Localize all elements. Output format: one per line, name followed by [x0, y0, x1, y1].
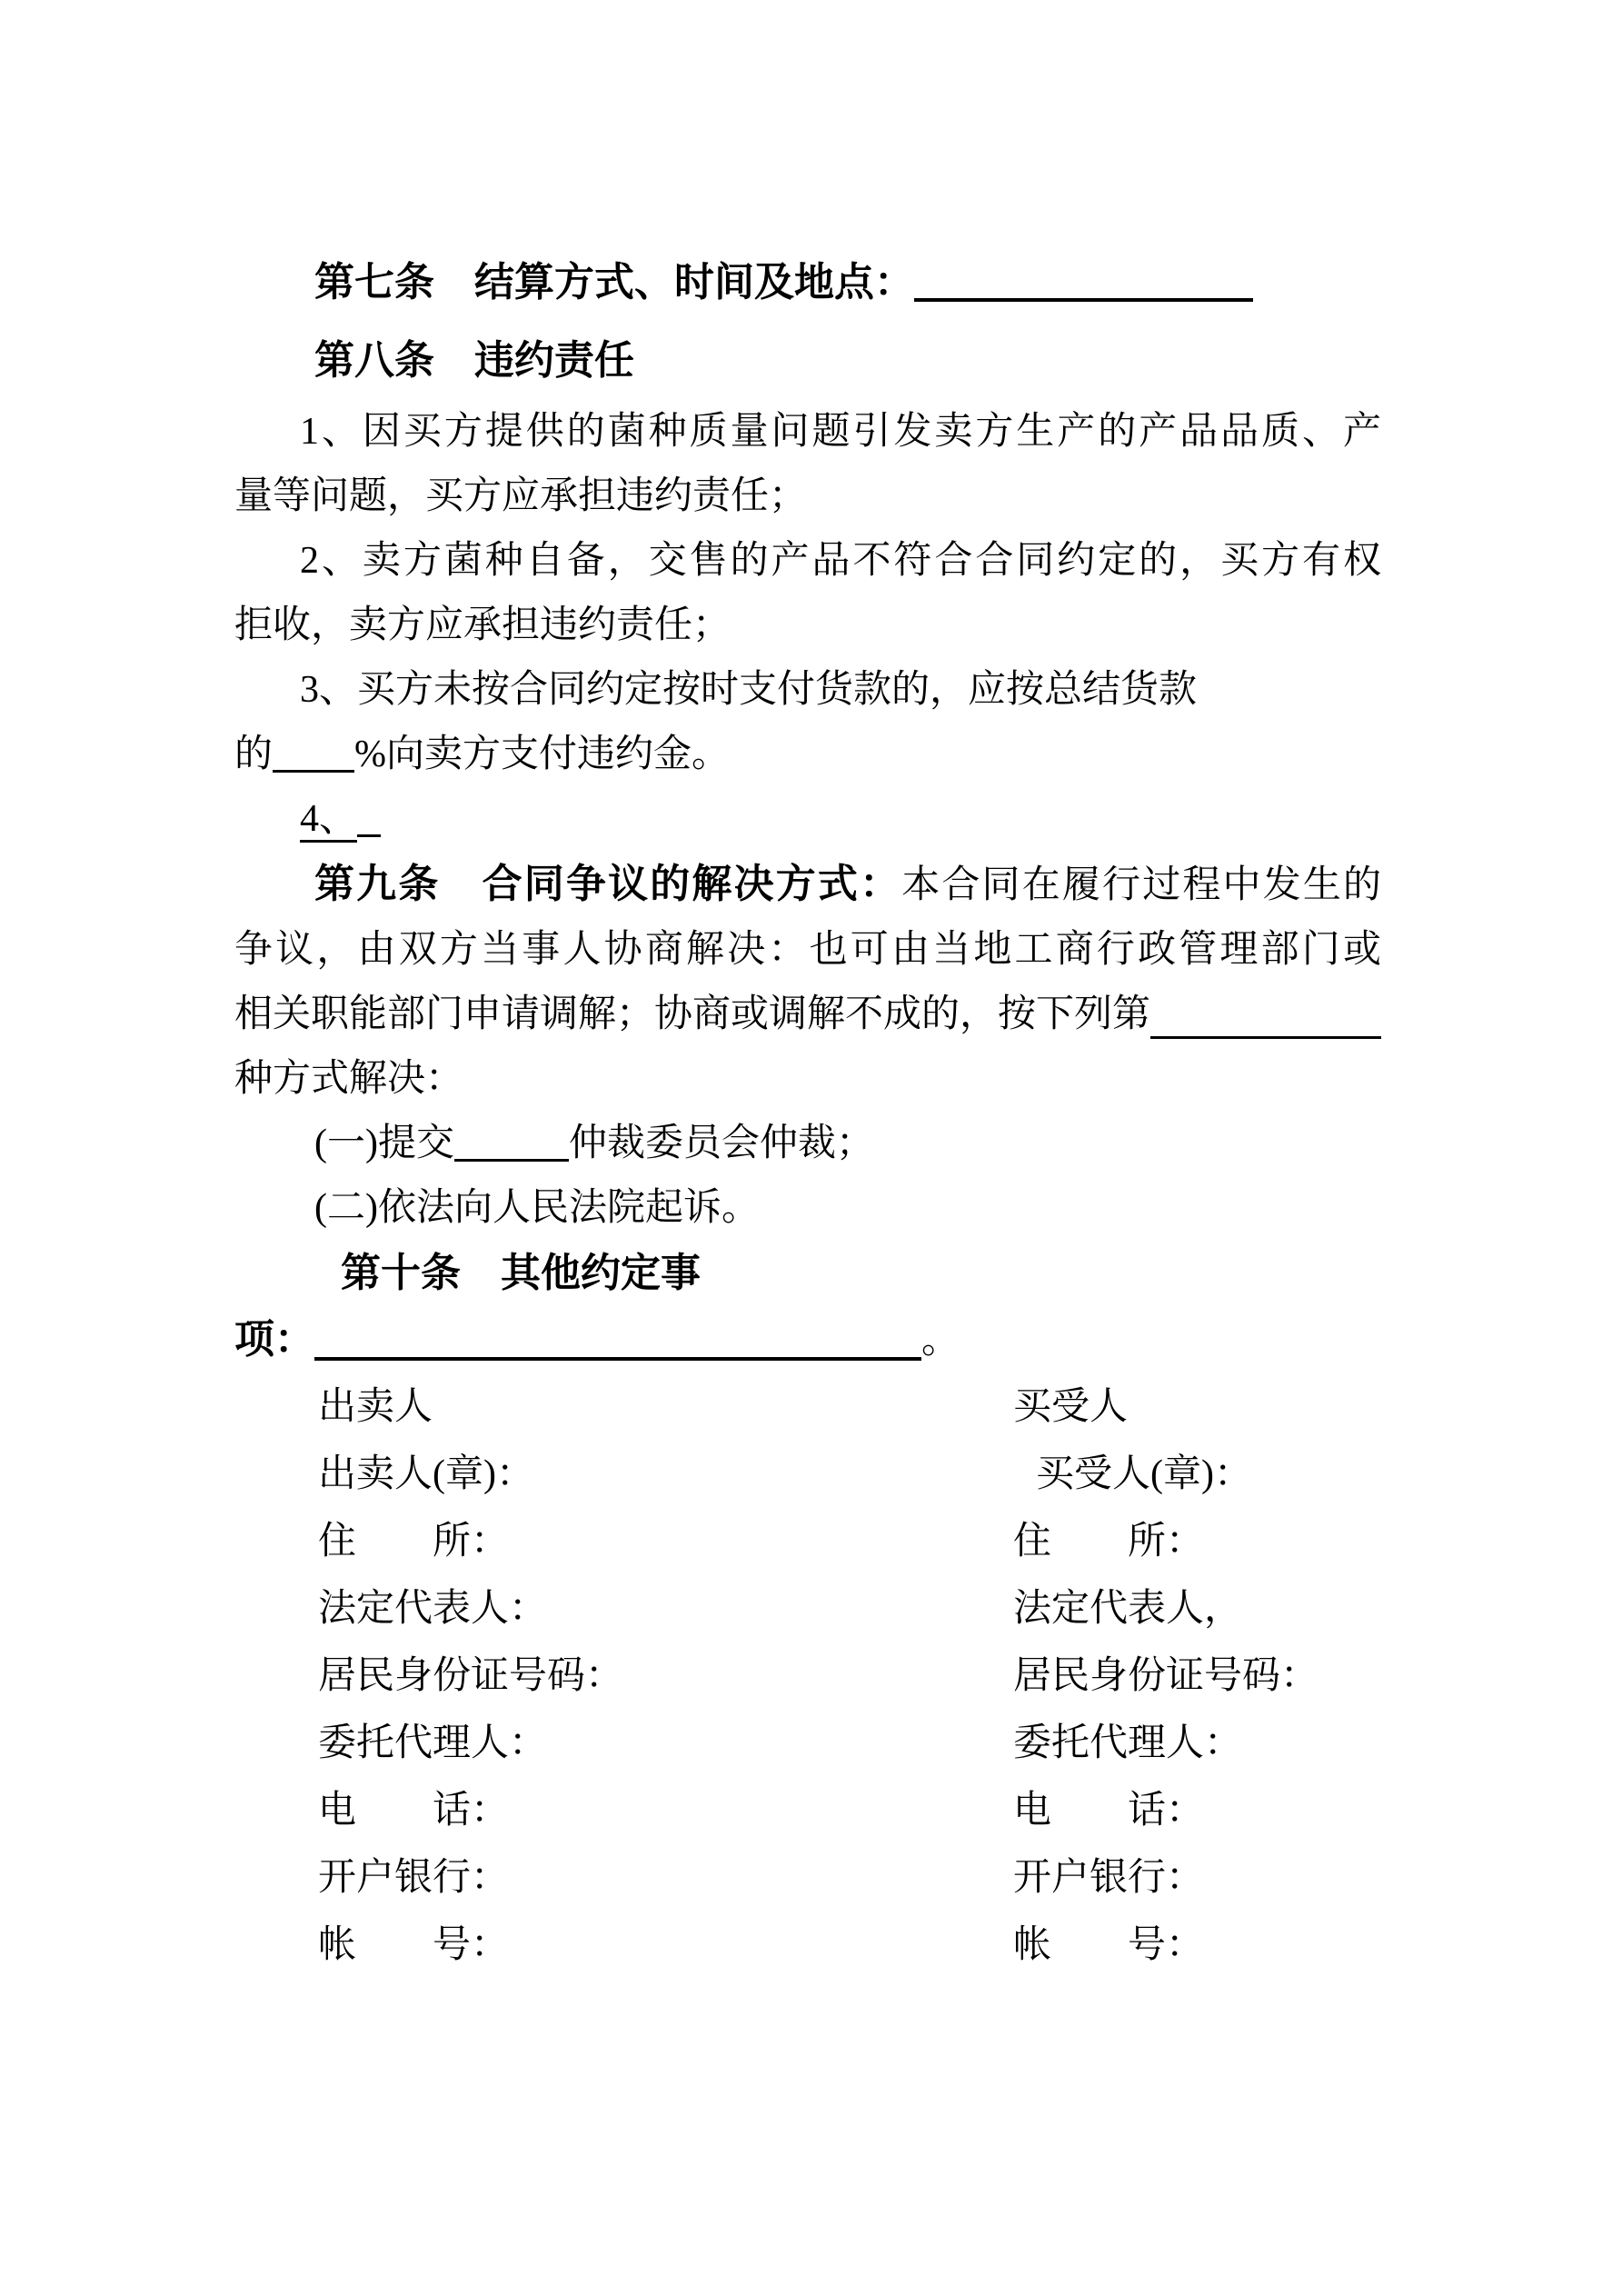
contract-content	[234, 244, 1381, 1979]
buyer-bank-label: 开户银行：	[1013, 1857, 1205, 1899]
sig-row-party	[234, 1373, 1381, 1441]
clause3-line2-prefix: 的	[234, 734, 274, 775]
article8-heading: 第八条 违约责任	[314, 338, 634, 383]
article9-option2-line: (二)依法向人民法院起诉。	[314, 1187, 760, 1229]
clause2-line2: 拒收，卖方应承担违约责任；	[234, 604, 731, 646]
sig-row-phone	[234, 1777, 1381, 1844]
penalty-percent-blank	[273, 770, 354, 773]
dispute-method-blank	[1150, 983, 1381, 1039]
sig-row-address	[234, 1508, 1381, 1575]
clause2-line1: 2、卖方菌种自备，交售的产品不符合合同约定的，买方有权	[300, 540, 1381, 582]
other-items-blank	[314, 1357, 921, 1361]
article9-option1-line	[234, 1112, 1381, 1176]
seller-legal-rep-label: 法定代表人：	[318, 1588, 548, 1630]
article10-line2-suffix: 。	[921, 1320, 960, 1362]
option1-prefix: (一)提交	[314, 1123, 454, 1164]
settlement-blank-line	[914, 298, 1253, 302]
sig-row-seal	[234, 1441, 1381, 1508]
buyer-agent-label: 委托代理人：	[1013, 1722, 1243, 1764]
signature-block	[234, 1373, 1381, 1979]
clause1-line2: 量等问题，买方应承担违约责任；	[234, 475, 808, 517]
buyer-account-label: 帐 号：	[1013, 1924, 1205, 1966]
buyer-label: 买受人	[1013, 1386, 1129, 1428]
article9-line2: 争议，由双方当事人协商解决：也可由当地工商行政管理部门或	[234, 929, 1381, 971]
sig-row-id-number	[234, 1642, 1381, 1710]
seller-id-label: 居民身份证号码：	[318, 1655, 624, 1697]
clause1-line1: 1、因买方提供的菌种质量问题引发卖方生产的产品品质、产	[300, 411, 1381, 453]
seller-address-label: 住 所：	[318, 1521, 510, 1562]
sig-row-agent	[234, 1710, 1381, 1777]
article9-line3-text: 相关职能部门申请调解；协商或调解不成的，按下列第	[234, 993, 1151, 1035]
sig-row-bank	[234, 1844, 1381, 1912]
buyer-phone-label: 电 话：	[1013, 1790, 1205, 1832]
article7-heading: 第七条 结算方式、时间及地点：	[314, 260, 914, 304]
seller-label: 出卖人	[318, 1386, 433, 1428]
option1-suffix: 仲裁委员会仲裁；	[568, 1123, 874, 1164]
article9-line4: 种方式解决：	[234, 1058, 464, 1100]
seller-agent-label: 委托代理人：	[318, 1722, 548, 1764]
article10-heading: 第十条 其他约定事	[341, 1251, 701, 1295]
clause3-line2-suffix: %向卖方支付违约金。	[354, 734, 731, 775]
clause4-label: 4、	[300, 798, 357, 843]
clause3-line2	[234, 723, 1381, 787]
article7-heading-line	[234, 244, 1381, 322]
buyer-legal-rep-label: 法定代表人，	[1013, 1588, 1243, 1630]
article10-line2-prefix: 项：	[234, 1317, 314, 1362]
article9-line1	[234, 852, 1381, 918]
buyer-id-label: 居民身份证号码：	[1013, 1655, 1319, 1697]
article8-heading-line	[234, 322, 1381, 400]
clause4-blank	[357, 834, 381, 837]
sig-row-account	[234, 1912, 1381, 1979]
buyer-address-label: 住 所：	[1013, 1521, 1205, 1562]
arbitration-committee-blank	[454, 1159, 569, 1162]
clause3-line1: 3、买方未按合同约定按时支付货款的，应按总结货款	[300, 669, 1198, 711]
seller-bank-label: 开户银行：	[318, 1857, 510, 1899]
article9-line3	[234, 983, 1381, 1047]
seller-seal-label: 出卖人(章)：	[318, 1453, 534, 1495]
seller-account-label: 帐 号：	[318, 1924, 510, 1966]
sig-row-legal-rep	[234, 1575, 1381, 1642]
buyer-seal-label: 买受人(章)：	[1036, 1453, 1252, 1495]
article10-heading-line	[234, 1241, 1381, 1307]
clause4-line	[234, 787, 1381, 852]
article10-line2	[234, 1307, 1381, 1373]
seller-phone-label: 电 话：	[318, 1790, 510, 1832]
article9-heading: 第九条 合同争议的解决方式：	[314, 862, 902, 906]
article9-line1-rest: 本合同在履行过程中发生的	[901, 864, 1381, 906]
